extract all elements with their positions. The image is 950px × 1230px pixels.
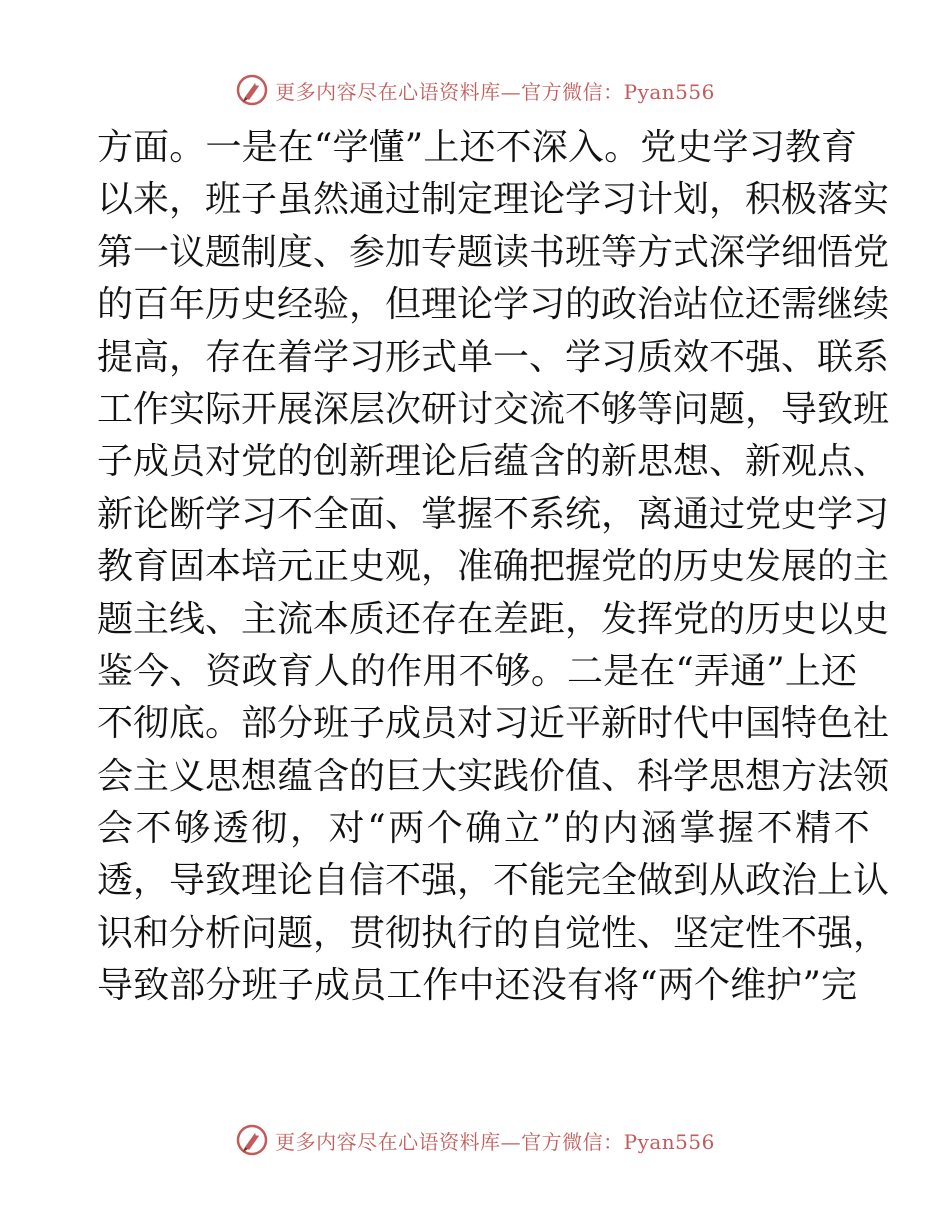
body-line: 子成员对党的创新理论后蕴含的新思想、新观点、 [97,441,890,483]
pen-seal-icon [235,73,269,107]
header-banner [0,70,950,110]
body-line: 识和分析问题，贯彻执行的自觉性、坚定性不强， [97,912,890,954]
body-line: 透，导致理论自信不强，不能完全做到从政治上认 [97,860,890,902]
body-line: 不彻底。部分班子成员对习近平新时代中国特色社 [97,703,890,745]
body-line: 以来，班子虽然通过制定理论学习计划，积极落实 [97,179,890,221]
body-line: 第一议题制度、参加专题读书班等方式深学细悟党 [97,231,890,273]
footer-banner-text: 更多内容尽在心语资料库—官方微信：Pyan556 [275,1129,715,1154]
body-line: 的百年历史经验，但理论学习的政治站位还需继续 [97,284,890,326]
body-line: 会主义思想蕴含的巨大实践价值、科学思想方法领 [97,755,890,797]
body-line: 导致部分班子成员工作中还没有将“两个维护”完 [97,965,857,1007]
document-body [97,122,890,1013]
pen-seal-icon [235,1123,269,1157]
body-line: 新论断学习不全面、掌握不系统，离通过党史学习 [97,493,890,535]
body-line: 工作实际开展深层次研讨交流不够等问题，导致班 [97,388,890,430]
header-banner-text: 更多内容尽在心语资料库—官方微信：Pyan556 [275,79,715,104]
footer-banner [0,1120,950,1160]
body-line: 鉴今、资政育人的作用不够。二是在“弄通”上还 [97,650,857,692]
body-line: 教育固本培元正史观，准确把握党的历史发展的主 [97,546,890,588]
body-line: 会不够透彻，对“两个确立”的内涵掌握不精不 [97,808,873,850]
body-line: 题主线、主流本质还存在差距，发挥党的历史以史 [97,598,890,640]
body-line: 提高，存在着学习形式单一、学习质效不强、联系 [97,336,890,378]
body-line: 方面。一是在“学懂”上还不深入。党史学习教育 [97,127,857,168]
